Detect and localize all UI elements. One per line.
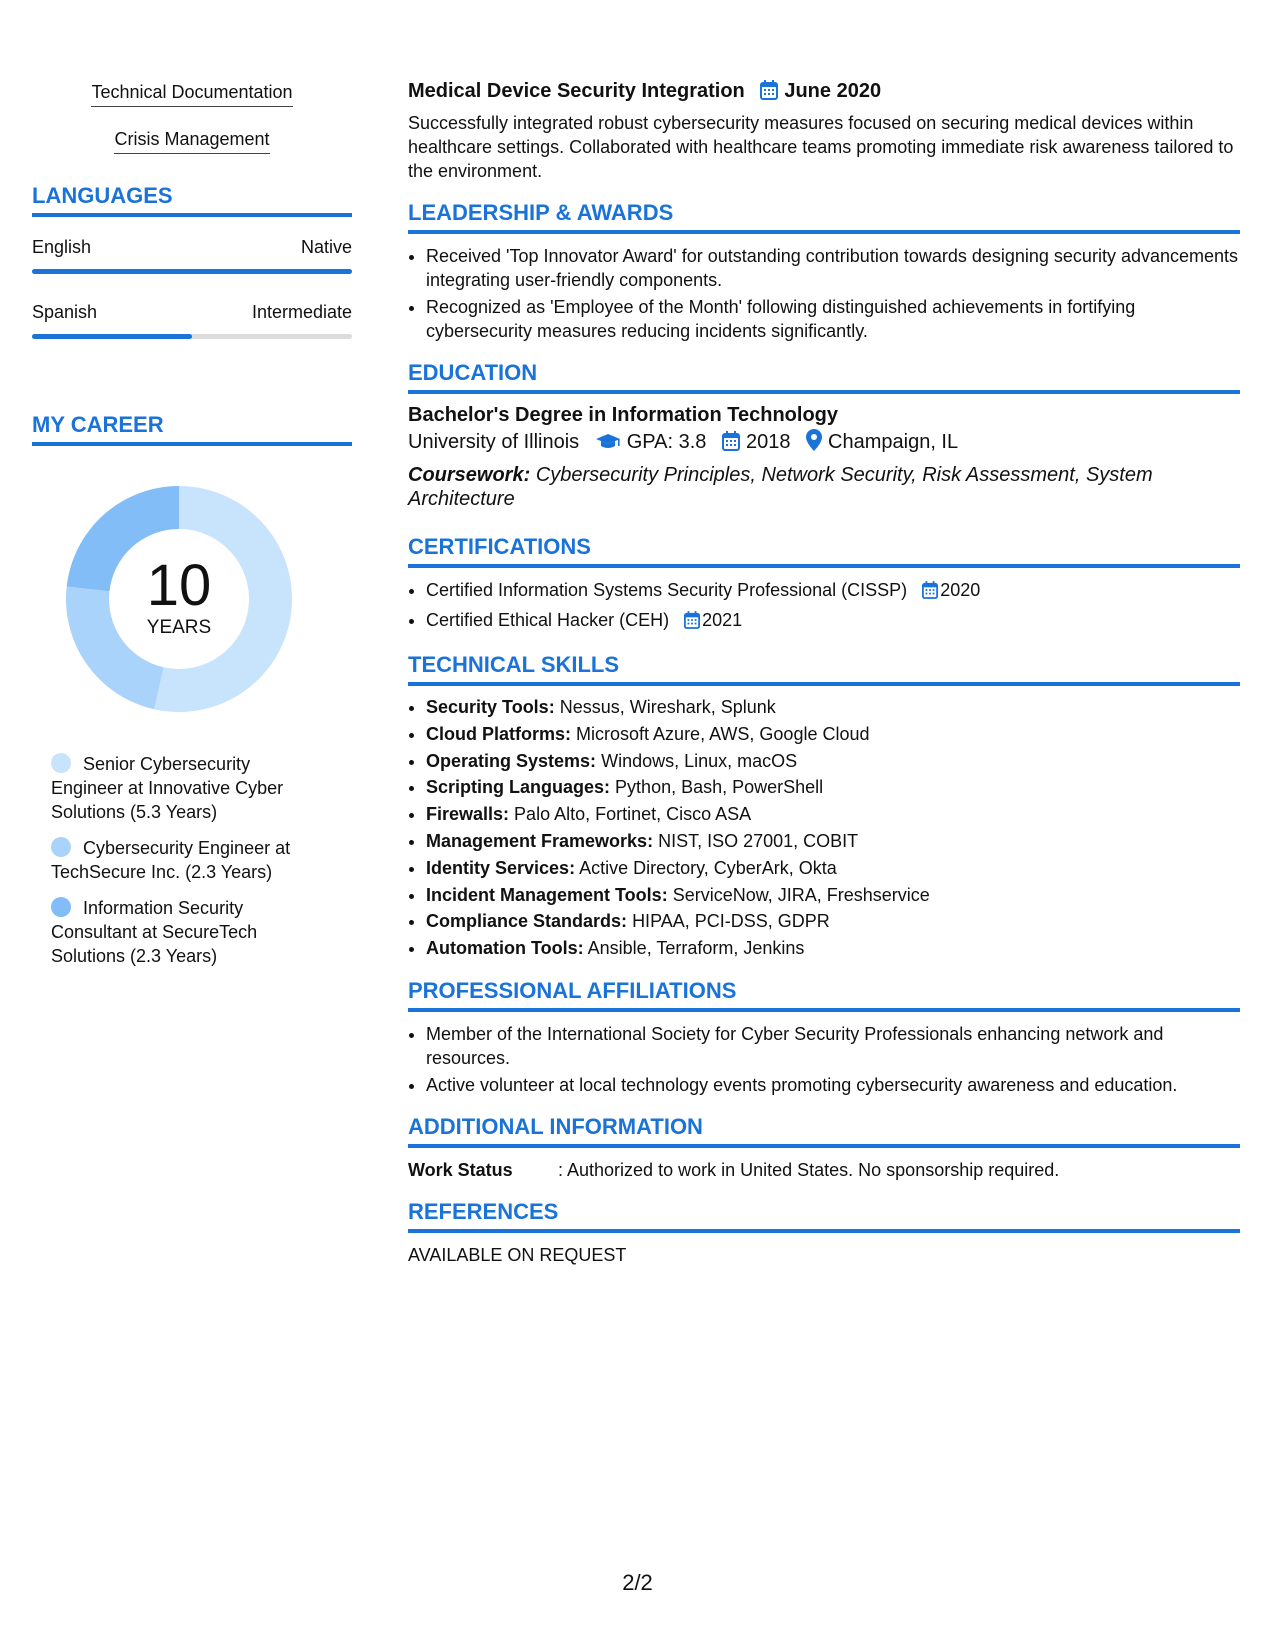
list-item: • Automation Tools: Ansible, Terraform, Jenkins	[426, 937, 1240, 961]
gpa: GPA: 3.8	[626, 431, 707, 453]
list-item: • Member of the International Society for Cyber Security Professionals enhancing network and resources.	[426, 1022, 1240, 1070]
education-heading: EDUCATION	[408, 359, 1240, 394]
language-level: Native	[300, 237, 352, 257]
skills-list	[408, 696, 1240, 961]
list-item: • Scripting Languages: Python, Bash, PowerShell	[426, 776, 1240, 800]
page-number: 2/2	[622, 1570, 653, 1595]
list-item: • Received 'Top Innovator Award' for outstanding contribution towards designing security advancements integrating user-friendly components.	[426, 244, 1240, 292]
degree-title: Bachelor's Degree in Information Technology	[408, 404, 839, 426]
education-details	[408, 428, 1240, 459]
certifications-heading: CERTIFICATIONS	[408, 533, 1240, 568]
project-date: June 2020	[784, 80, 882, 102]
list-item: • Certified Information Systems Security Professional (CISSP) 2020	[426, 578, 1240, 605]
technical-skills-heading: TECHNICAL SKILLS	[408, 651, 1240, 686]
career-legend	[51, 752, 311, 968]
career-years-label: YEARS	[146, 617, 212, 638]
project-title: Medical Device Security Integration	[408, 80, 745, 102]
graduation-cap-icon	[595, 431, 621, 459]
skill-tag: Technical Documentation	[32, 80, 352, 107]
list-item: • Incident Management Tools: ServiceNow, JIRA, Freshservice	[426, 884, 1240, 908]
language-level: Intermediate	[251, 302, 352, 322]
list-item: • Compliance Standards: HIPAA, PCI-DSS, GDPR	[426, 910, 1240, 934]
language-name: Spanish	[32, 302, 98, 322]
career-total-years: 10	[146, 553, 212, 618]
certifications-list	[408, 578, 1240, 635]
calendar-icon	[760, 80, 778, 107]
career-legend-item: Cybersecurity Engineer at TechSecure Inc. (2.3 Years)	[51, 838, 291, 882]
list-item: • Firewalls: Palo Alto, Fortinet, Cisco ASA	[426, 803, 1240, 827]
list-item: • Active volunteer at local technology events promoting cybersecurity awareness and education.	[426, 1073, 1240, 1097]
references-heading: REFERENCES	[408, 1198, 1240, 1233]
leadership-list	[408, 244, 1240, 343]
language-item	[32, 300, 352, 339]
calendar-icon	[684, 611, 700, 635]
career-donut-chart	[64, 484, 294, 714]
legend-dot-icon	[51, 897, 71, 917]
language-name: English	[32, 237, 92, 257]
work-status-label: Work Status	[408, 1159, 513, 1180]
language-proficiency-bar	[32, 334, 352, 339]
career-legend-item: Senior Cybersecurity Engineer at Innovative Cyber Solutions (5.3 Years)	[51, 754, 284, 822]
education-location: Champaign, IL	[828, 431, 959, 453]
legend-dot-icon	[51, 753, 71, 773]
language-proficiency-fill	[32, 269, 352, 274]
project-description: Successfully integrated robust cybersecurity measures focused on securing medical devices within healthcare settings. Collaborated with healthcare teams promoting immediate risk awareness tailored to the environment.	[408, 113, 1234, 181]
calendar-icon	[922, 581, 938, 605]
list-item: • Recognized as 'Employee of the Month' following distinguished achievements in fortifying cybersecurity measures reducing incidents significantly.	[426, 295, 1240, 343]
education-entry	[408, 402, 1240, 511]
graduation-year: 2018	[745, 431, 791, 453]
leadership-heading: LEADERSHIP & AWARDS	[408, 199, 1240, 234]
languages-heading: LANGUAGES	[32, 182, 352, 217]
language-proficiency-bar	[32, 269, 352, 274]
affiliations-heading: PROFESSIONAL AFFILIATIONS	[408, 977, 1240, 1012]
left-column	[32, 80, 352, 980]
list-item: • Certified Ethical Hacker (CEH) 2021	[426, 608, 1240, 635]
calendar-icon	[722, 431, 740, 459]
career-legend-item: Information Security Consultant at SecureTech Solutions (2.3 Years)	[51, 898, 258, 966]
list-item: • Operating Systems: Windows, Linux, macOS	[426, 750, 1240, 774]
language-proficiency-fill	[32, 334, 192, 339]
list-item: • Cloud Platforms: Microsoft Azure, AWS, Google Cloud	[426, 723, 1240, 747]
coursework: Coursework: Cybersecurity Principles, Network Security, Risk Assessment, System Architecture	[408, 464, 1153, 510]
right-column	[408, 78, 1240, 1267]
skill-tag: Crisis Management	[32, 127, 352, 154]
affiliations-list	[408, 1022, 1240, 1097]
work-status-row	[408, 1158, 1240, 1182]
list-item: • Identity Services: Active Directory, CyberArk, Okta	[426, 857, 1240, 881]
references-text: AVAILABLE ON REQUEST	[408, 1244, 627, 1265]
legend-dot-icon	[51, 837, 71, 857]
additional-info-heading: ADDITIONAL INFORMATION	[408, 1113, 1240, 1148]
school-name: University of Illinois	[408, 431, 580, 453]
project-entry	[408, 78, 1240, 183]
career-heading: MY CAREER	[32, 411, 352, 446]
list-item: • Management Frameworks: NIST, ISO 27001, COBIT	[426, 830, 1240, 854]
language-item	[32, 235, 352, 274]
location-pin-icon	[806, 429, 822, 459]
list-item: • Security Tools: Nessus, Wireshark, Splunk	[426, 696, 1240, 720]
work-status-value: : Authorized to work in United States. No sponsorship required.	[558, 1159, 1060, 1180]
